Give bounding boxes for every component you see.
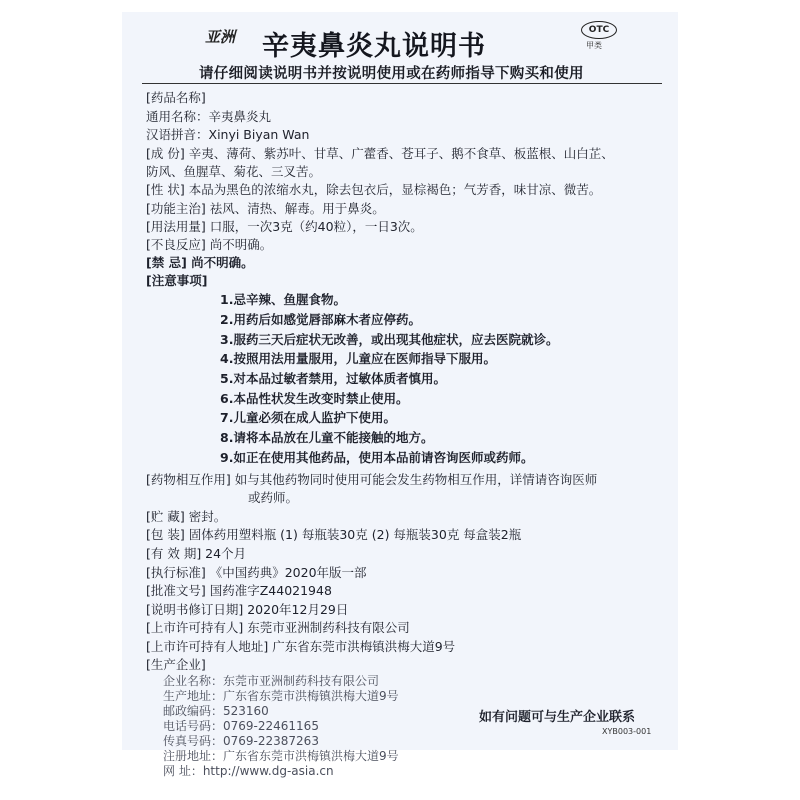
storage: [贮 藏] 密封。	[146, 509, 227, 524]
revision-date: [说明书修订日期] 2020年12月29日	[146, 602, 349, 617]
dosage: [用法用量] 口服，一次3克（约40粒），一日3次。	[146, 219, 423, 234]
pinyin-name: 汉语拼音：Xinyi Biyan Wan	[146, 127, 310, 142]
contraindications: [禁 忌] 尚不明确。	[146, 255, 254, 270]
brand-logo: 亚洲	[205, 28, 236, 46]
header-divider	[142, 83, 662, 84]
contact-note: 如有问题可与生产企业联系	[479, 710, 636, 725]
drug-name-heading: [药品名称]	[146, 90, 206, 105]
manufacturer-phone: 电话号码：0769-22461165	[163, 719, 319, 733]
precaution-item: 8.请将本品放在儿童不能接触的地方。	[220, 430, 434, 445]
manufacturer-website: 网 址：http://www.dg-asia.cn	[163, 764, 334, 778]
standard: [执行标准] 《中国药典》2020年版一部	[146, 565, 367, 580]
manufacturer-company: 企业名称：东莞市亚洲制药科技有限公司	[163, 674, 380, 688]
generic-name: 通用名称：辛夷鼻炎丸	[146, 109, 272, 124]
precaution-item: 7.儿童必须在成人监护下使用。	[220, 410, 396, 425]
package: [包 装] 固体药用塑料瓶 (1) 每瓶装30克 (2) 每瓶装30克 每盒装2瓶	[146, 527, 522, 542]
ingredients-line-2: 防风、鱼腥草、菊花、三叉苦。	[146, 164, 322, 179]
precaution-item: 6.本品性状发生改变时禁止使用。	[220, 391, 409, 406]
manufacturer-registered-address: 注册地址：广东省东莞市洪梅镇洪梅大道9号	[163, 749, 399, 763]
adverse-reactions: [不良反应] 尚不明确。	[146, 237, 273, 252]
precautions-heading: [注意事项]	[146, 273, 208, 288]
precaution-item: 5.对本品过敏者禁用，过敏体质者慎用。	[220, 371, 446, 386]
precaution-item: 3.服药三天后症状无改善，或出现其他症状，应去医院就诊。	[220, 332, 559, 347]
properties: [性 状] 本品为黑色的浓缩水丸，除去包衣后，显棕褐色；气芳香，味甘凉、微苦。	[146, 182, 602, 197]
interactions-line-1: [药物相互作用] 如与其他药物同时使用可能会发生药物相互作用，详情请咨询医师	[146, 472, 598, 487]
document-title: 辛夷鼻炎丸说明书	[262, 31, 486, 62]
document-code: XYB003-001	[602, 727, 652, 736]
mah: [上市许可持有人] 东莞市亚洲制药科技有限公司	[146, 620, 410, 635]
approval-number: [批准文号] 国药准字Z44021948	[146, 583, 332, 598]
precaution-item: 4.按照用法用量服用，儿童应在医师指导下服用。	[220, 351, 496, 366]
manufacturer-heading: [生产企业]	[146, 657, 206, 672]
otc-category: 甲类	[586, 41, 602, 50]
interactions-line-2: 或药师。	[248, 490, 299, 505]
otc-badge: OTC	[581, 21, 617, 39]
manufacturer-address: 生产地址：广东省东莞市洪梅镇洪梅大道9号	[163, 689, 399, 703]
validity: [有 效 期] 24个月	[146, 546, 247, 561]
precaution-item: 2.用药后如感觉唇部麻木者应停药。	[220, 312, 421, 327]
ingredients-line-1: [成 份] 辛夷、薄荷、紫苏叶、甘草、广藿香、苍耳子、鹅不食草、板蓝根、山白芷、	[146, 146, 614, 161]
mah-address: [上市许可持有人地址] 广东省东莞市洪梅镇洪梅大道9号	[146, 639, 456, 654]
precaution-item: 1.忌辛辣、鱼腥食物。	[220, 292, 346, 307]
indications: [功能主治] 祛风、清热、解毒。用于鼻炎。	[146, 201, 385, 216]
usage-warning: 请仔细阅读说明书并按说明使用或在药师指导下购买和使用	[199, 66, 584, 82]
precaution-item: 9.如正在使用其他药品，使用本品前请咨询医师或药师。	[220, 450, 534, 465]
manufacturer-postcode: 邮政编码：523160	[163, 704, 269, 718]
manufacturer-fax: 传真号码：0769-22387263	[163, 734, 319, 748]
